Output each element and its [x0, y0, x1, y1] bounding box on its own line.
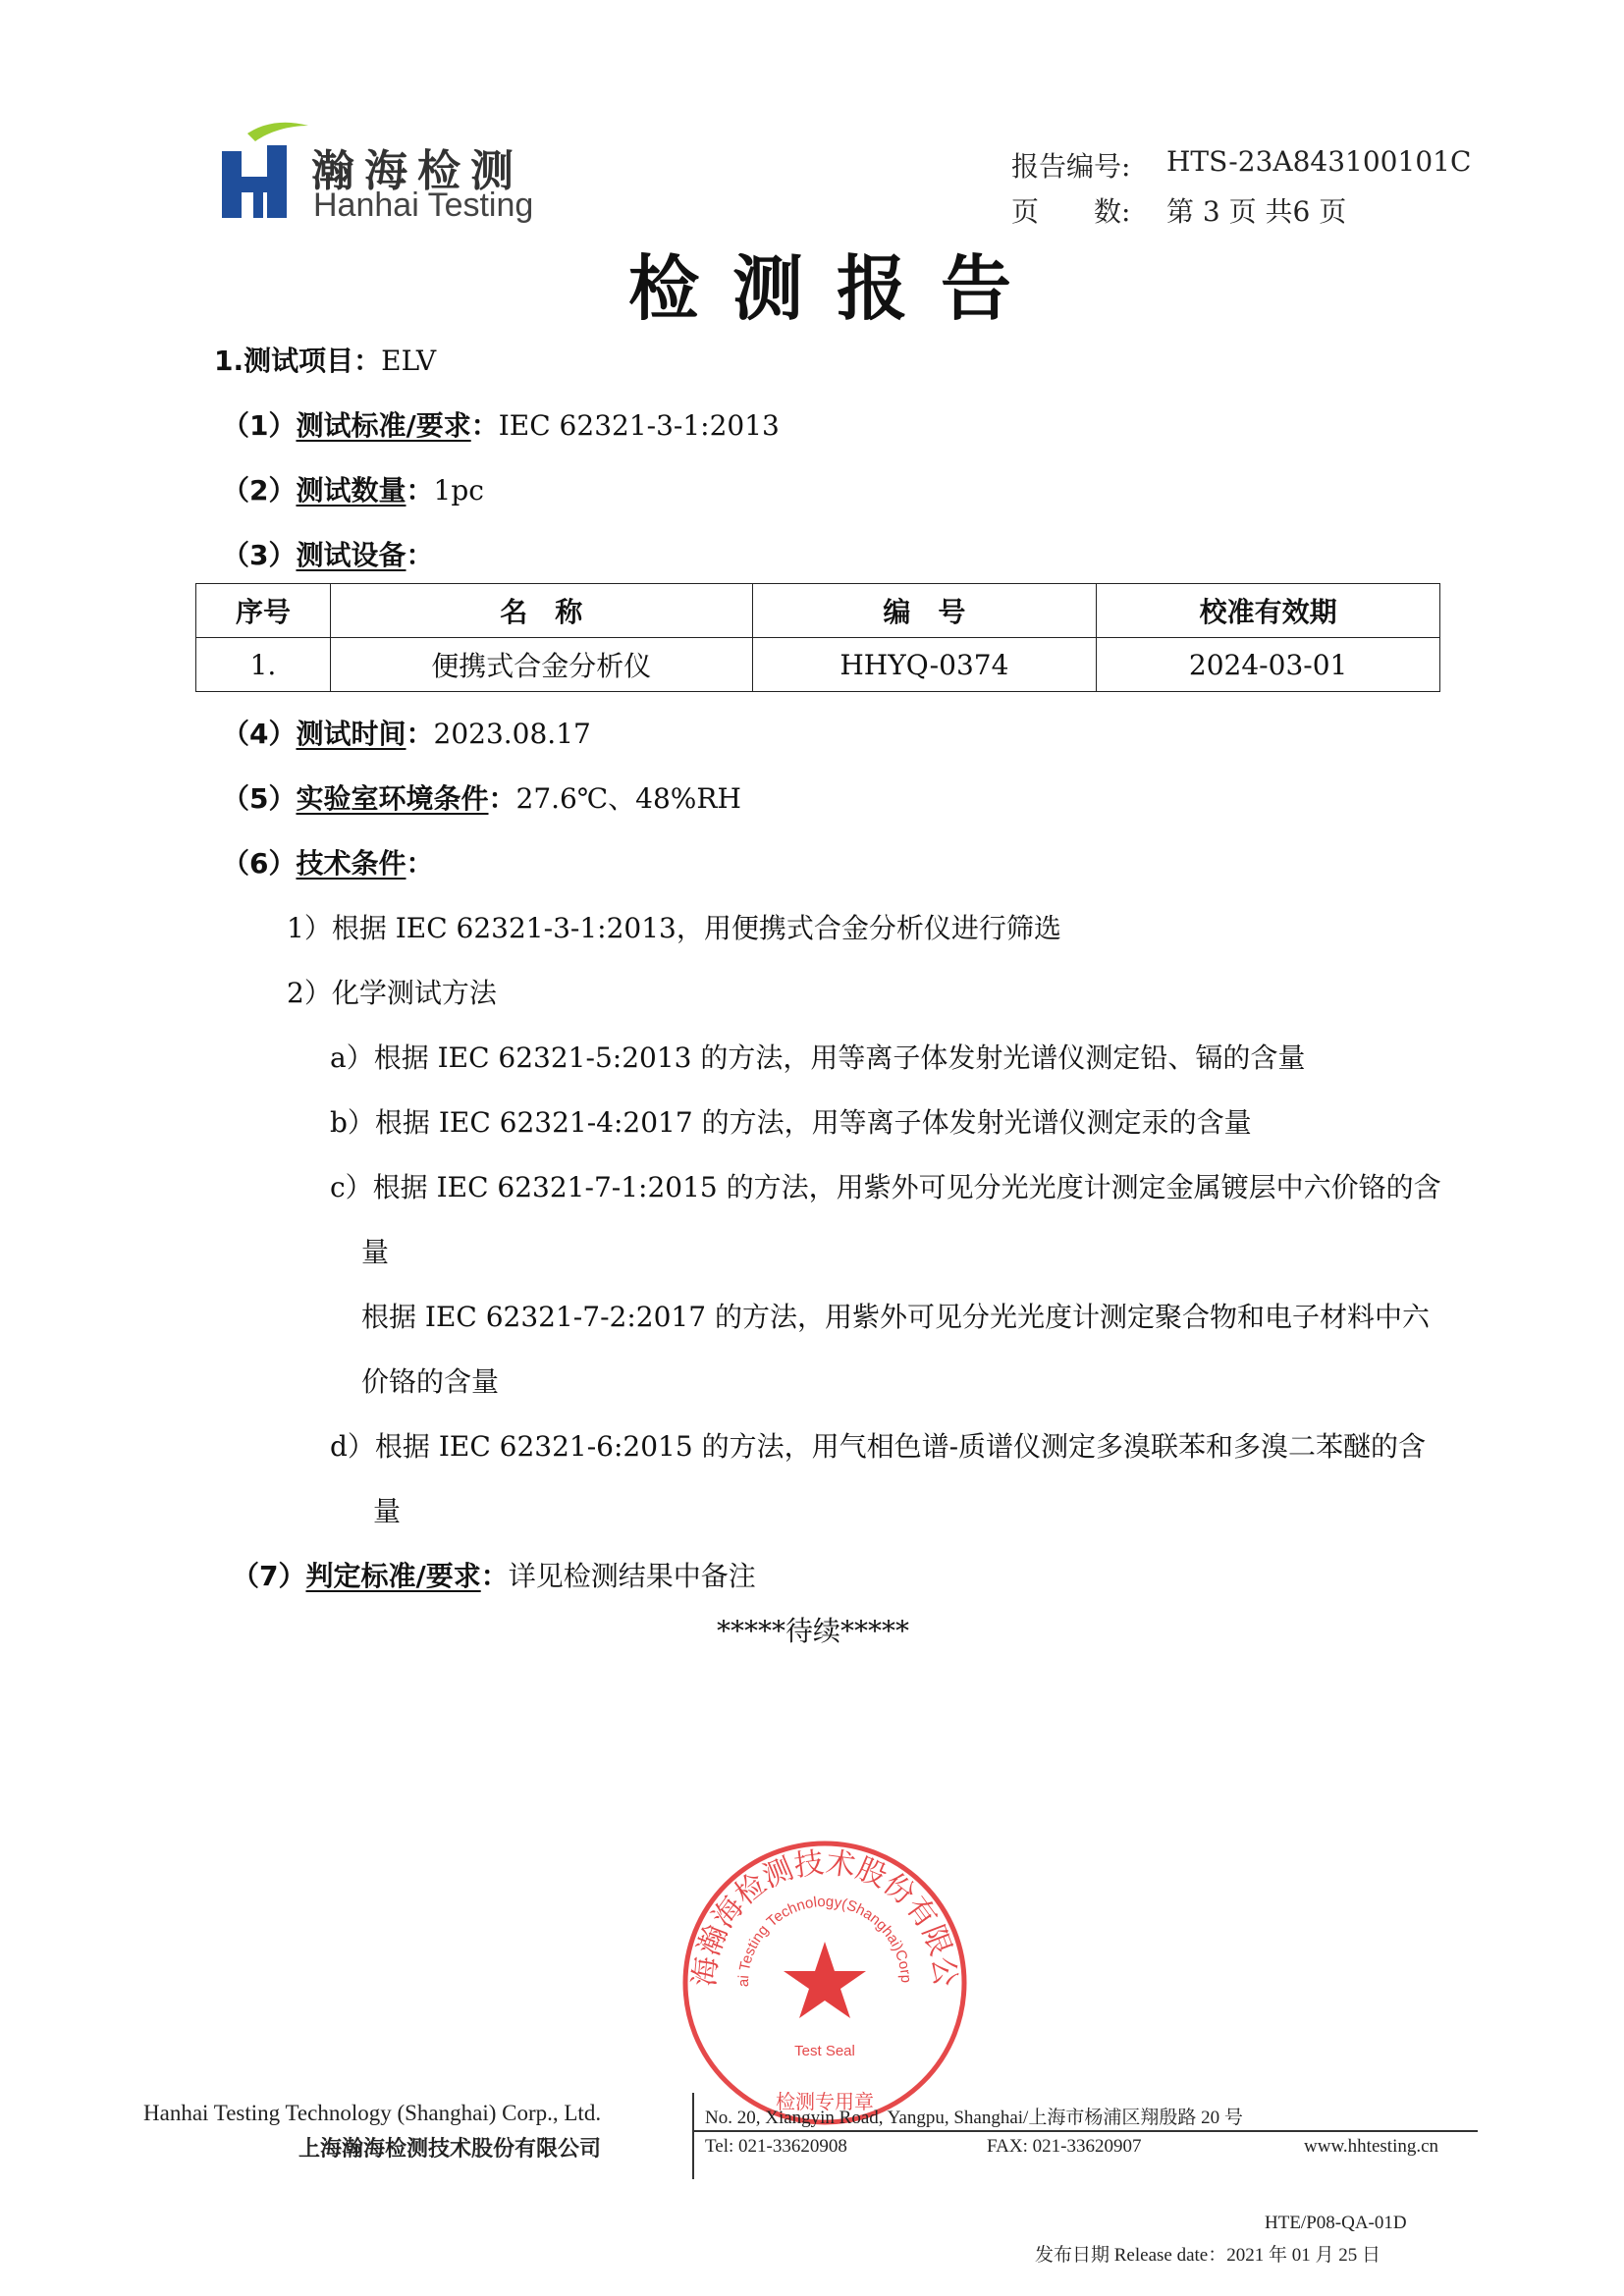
seal-outer-text: 海瀚海检测技术股份有限公 — [687, 1845, 962, 1989]
tech-condition-item-1: 1）根据 IEC 62321-3-1:2013，用便携式合金分析仪进行筛选 — [287, 912, 1061, 944]
continued-marker: *****待续***** — [717, 1615, 910, 1647]
section-number: （4） — [222, 718, 297, 750]
section-number: （3） — [222, 539, 297, 571]
logo-text-en: Hanhai Testing — [313, 187, 534, 224]
section-separator: ： — [406, 718, 434, 750]
footer-address: No. 20, Xiangyin Road, Yangpu, Shanghai/上海市杨浦区翔殷路 20 号 — [705, 2108, 1243, 2128]
footer-fax: FAX: 021-33620907 — [987, 2136, 1142, 2157]
section-value: 2023.08.17 — [433, 718, 591, 750]
logo-text-cn: 瀚海检测 — [311, 146, 523, 196]
tech-condition-a: a）根据 IEC 62321-5:2013 的方法，用等离子体发射光谱仪测定铅、镉的含量 — [330, 1041, 1306, 1074]
tech-condition-d-line-1: d）根据 IEC 62321-6:2015 的方法，用气相色谱-质谱仪测定多溴联苯和多溴二苯醚的含 — [330, 1430, 1427, 1463]
section-number: （1） — [222, 409, 297, 442]
section-standard — [222, 404, 780, 444]
section-label: 测试标准/要求 — [296, 409, 471, 442]
equipment-table — [195, 583, 1440, 692]
company-logo — [218, 116, 542, 234]
section-test-date — [222, 713, 591, 752]
test-item-line — [214, 340, 436, 379]
tech-condition-c-line-1: c）根据 IEC 62321-7-1:2015 的方法，用紫外可见分光光度计测定金属镀层中六价铬的含 — [330, 1171, 1441, 1203]
section-value: 详见检测结果中备注 — [508, 1560, 756, 1592]
table-row — [196, 638, 1440, 692]
section-number: （6） — [222, 847, 297, 880]
tech-condition-item-2: 2）化学测试方法 — [287, 977, 497, 1009]
test-seal-icon — [677, 1836, 972, 2130]
page-count-label: 页 数: — [1011, 195, 1131, 228]
test-item-label: 1.测试项目： — [214, 345, 382, 377]
column-header-serial: 序号 — [196, 584, 331, 638]
section-value: 1pc — [433, 474, 484, 507]
section-separator: ： — [470, 409, 499, 442]
page-title: 检测报告 — [628, 247, 1046, 330]
section-number: （2） — [222, 474, 297, 507]
column-header-name: 名 称 — [330, 584, 752, 638]
footer-company-cn: 上海瀚海检测技术股份有限公司 — [298, 2137, 602, 2162]
section-separator: ： — [406, 539, 434, 571]
seal-label-en: Test Seal — [794, 2043, 855, 2059]
section-label: 测试时间 — [296, 718, 406, 750]
section-value: IEC 62321-3-1:2013 — [498, 409, 780, 442]
footer-website: www.hhtesting.cn — [1304, 2136, 1439, 2157]
company-seal — [677, 1836, 972, 2130]
tech-condition-c2-line-2: 价铬的含量 — [361, 1365, 500, 1398]
footer-tel: Tel: 021-33620908 — [705, 2136, 847, 2157]
section-value: 27.6℃、48%RH — [515, 782, 741, 815]
tech-condition-d-line-2: 量 — [373, 1495, 402, 1527]
report-number: HTS-23A843100101C — [1166, 145, 1472, 178]
section-number: （7） — [232, 1560, 306, 1592]
section-separator: ： — [406, 847, 434, 880]
section-lab-environment — [222, 777, 741, 817]
report-number-label: 报告编号: — [1011, 150, 1131, 183]
hanhai-h-logo-icon — [218, 116, 316, 224]
column-header-calibration: 校准有效期 — [1097, 584, 1440, 638]
document-code: HTE/P08-QA-01D — [1265, 2213, 1407, 2233]
section-criteria — [232, 1555, 756, 1594]
section-separator: ： — [488, 782, 516, 815]
page-count: 第 3 页 共6 页 — [1166, 195, 1347, 228]
section-label: 判定标准/要求 — [305, 1560, 481, 1592]
section-number: （5） — [222, 782, 297, 815]
footer-divider-horizontal — [692, 2130, 1478, 2132]
release-date: 发布日期 Release date：2021 年 01 月 25 日 — [1035, 2245, 1380, 2266]
section-quantity — [222, 469, 484, 508]
section-equipment — [222, 534, 434, 573]
section-label: 测试数量 — [296, 474, 406, 507]
table-header-row — [196, 584, 1440, 638]
table-cell-calibration: 2024-03-01 — [1097, 638, 1440, 692]
footer-divider-vertical — [692, 2093, 694, 2179]
section-separator: ： — [406, 474, 434, 507]
test-item-value: ELV — [381, 345, 437, 377]
tech-condition-c-line-2: 量 — [361, 1236, 390, 1268]
column-header-number: 编 号 — [752, 584, 1097, 638]
seal-inner-text: ai Testing Technology(Shanghai)Corp — [734, 1893, 915, 1988]
footer-company-en: Hanhai Testing Technology (Shanghai) Corp., Ltd. — [143, 2101, 602, 2125]
section-label: 实验室环境条件 — [296, 782, 489, 815]
seal-label-cn: 检测专用章 — [776, 2090, 874, 2113]
tech-condition-b: b）根据 IEC 62321-4:2017 的方法，用等离子体发射光谱仪测定汞的含量 — [330, 1106, 1252, 1139]
table-cell-name: 便携式合金分析仪 — [330, 638, 752, 692]
table-cell-number: HHYQ-0374 — [752, 638, 1097, 692]
section-label: 测试设备 — [296, 539, 406, 571]
section-separator: ： — [480, 1560, 509, 1592]
section-label: 技术条件 — [296, 847, 406, 880]
table-cell-serial: 1. — [196, 638, 331, 692]
section-technical-conditions — [222, 842, 434, 881]
tech-condition-c2-line-1: 根据 IEC 62321-7-2:2017 的方法，用紫外可见分光光度计测定聚合物和电子材料中六 — [361, 1301, 1430, 1333]
